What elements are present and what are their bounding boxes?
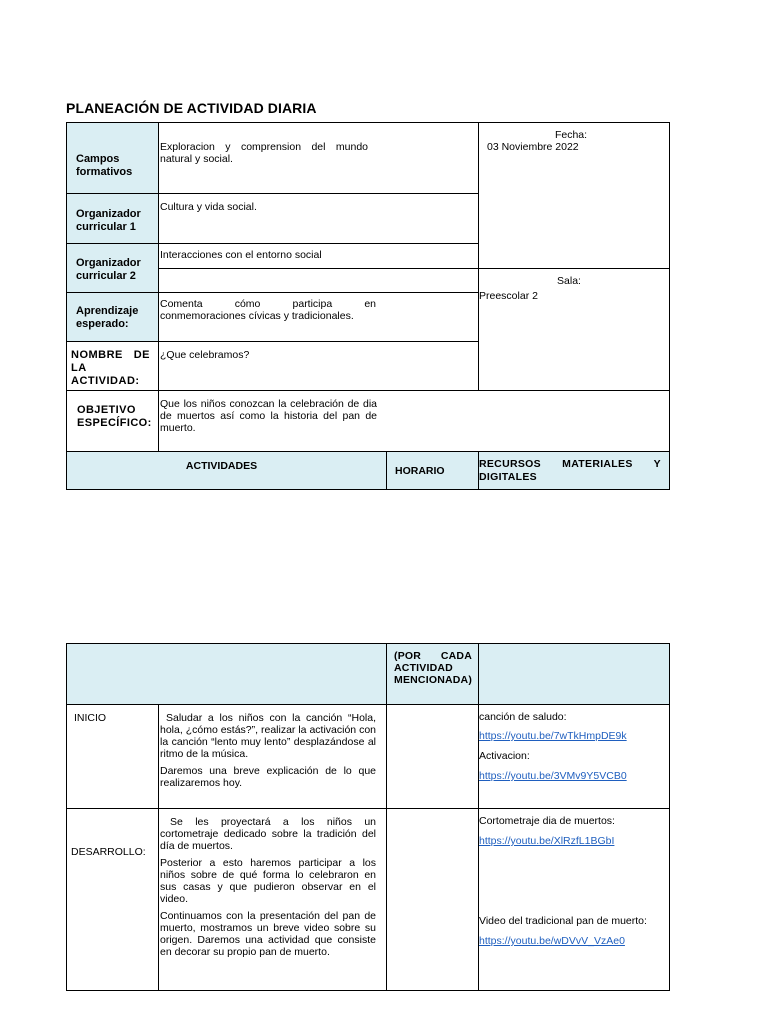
aprendizaje-label: Aprendizaje esperado: <box>76 305 139 330</box>
activities-header-left <box>66 643 387 705</box>
org1-label: Organizador curricular 1 <box>76 208 141 233</box>
nombre-value: ¿Que celebramos? <box>160 349 250 361</box>
inicio-text-2: Daremos una breve explicación de lo que realizaremos hoy. <box>160 765 376 789</box>
desarrollo-text-cell <box>158 808 387 991</box>
sala-label: Sala: <box>557 275 581 287</box>
activities-header-right <box>478 643 670 705</box>
inicio-label-cell <box>66 704 159 809</box>
desarrollo-res2-label: Video del tradicional pan de muerto: <box>479 915 647 927</box>
desarrollo-res2-link[interactable]: https://youtu.be/wDVvV_VzAe0 <box>479 935 625 947</box>
inicio-label: INICIO <box>74 712 107 724</box>
desarrollo-recursos-cell <box>478 808 670 991</box>
org2-label-cell <box>66 243 159 293</box>
recursos-header: RECURSOS MATERIALES Y DIGITALES <box>479 458 661 483</box>
objetivo-value-cell <box>158 390 670 452</box>
inicio-recursos-cell <box>478 704 670 809</box>
inicio-description <box>160 712 376 789</box>
sala-value: Preescolar 2 <box>479 290 538 302</box>
inicio-text-1: Saludar a los niños con la canción “Hola, hola, ¿cómo estás?”, realizar la activación con la canción “lento muy lento” desplazándose al ritmo de la música. <box>160 712 376 760</box>
actividades-header-cell <box>66 451 387 490</box>
page-title: PLANEACIÓN DE ACTIVIDAD DIARIA <box>66 100 317 116</box>
por-cada-cell <box>386 643 479 705</box>
desarrollo-label-cell <box>66 808 159 991</box>
inicio-res2-label: Activacion: <box>479 750 530 762</box>
fecha-value: 03 Noviembre 2022 <box>487 141 579 153</box>
inicio-text-cell <box>158 704 387 809</box>
horario-header: HORARIO <box>395 465 445 477</box>
por-cada-text: (POR CADA ACTIVIDAD MENCIONADA) <box>394 650 473 686</box>
recursos-header-cell <box>478 451 670 490</box>
desarrollo-res1-link[interactable]: https://youtu.be/XlRzfL1BGbI <box>479 835 615 847</box>
horario-header-cell <box>386 451 479 490</box>
fecha-label: Fecha: <box>554 129 588 141</box>
campos-value-cell <box>158 122 479 194</box>
org2-value: Interacciones con el entorno social <box>160 249 322 261</box>
objetivo-label-cell <box>66 390 159 452</box>
org2-label: Organizador curricular 2 <box>76 257 141 282</box>
org1-value: Cultura y vida social. <box>160 201 257 213</box>
aprendizaje-label-cell <box>66 292 159 342</box>
desarrollo-res1-label: Cortometraje dia de muertos: <box>479 815 615 827</box>
desarrollo-horario-cell <box>386 808 479 991</box>
org1-value-cell <box>158 193 479 244</box>
objetivo-value: Que los niños conozcan la celebración de dia de muertos así como la historia del pan de muerto. <box>160 398 377 434</box>
inicio-res2-link[interactable]: https://youtu.be/3VMv9Y5VCB0 <box>479 770 627 782</box>
desarrollo-text-1: Se les proyectará a los niños un cortometraje dedicado sobre la tradición del día de muertos. <box>160 816 376 852</box>
org2-value-cell <box>158 243 479 269</box>
nombre-label-cell <box>66 341 159 391</box>
fecha-cell <box>478 122 670 269</box>
desarrollo-text-3: Continuamos con la presentación del pan de muerto, mostramos un breve video sobre su origen. Daremos una actividad que consiste en decorar su propio pan de muerto. <box>160 910 376 958</box>
actividades-header: ACTIVIDADES <box>185 460 258 472</box>
inicio-horario-cell <box>386 704 479 809</box>
campos-value: Exploracion y comprension del mundo natural y social. <box>160 141 368 165</box>
inicio-res1-label: canción de saludo: <box>479 711 567 723</box>
campos-label-cell <box>66 122 159 194</box>
aprendizaje-value: Comenta cómo participa en conmemoraciones cívicas y tradicionales. <box>160 298 376 322</box>
nombre-label: NOMBRE DE LA ACTIVIDAD: <box>71 349 150 387</box>
org1-label-cell <box>66 193 159 244</box>
sala-cell <box>478 268 670 391</box>
desarrollo-description <box>160 816 376 958</box>
inicio-res1-link[interactable]: https://youtu.be/7wTkHmpDE9k <box>479 730 627 742</box>
desarrollo-text-2: Posterior a esto haremos participar a los niños sobre de qué forma lo celebraron en sus casas y que pudieron observar en el video. <box>160 857 376 905</box>
campos-label: Campos formativos <box>76 153 133 178</box>
nombre-value-cell <box>158 341 479 391</box>
objetivo-label: OBJETIVO ESPECÍFICO: <box>77 404 152 429</box>
aprendizaje-value-cell <box>158 292 479 342</box>
desarrollo-label: DESARROLLO: <box>71 846 146 858</box>
